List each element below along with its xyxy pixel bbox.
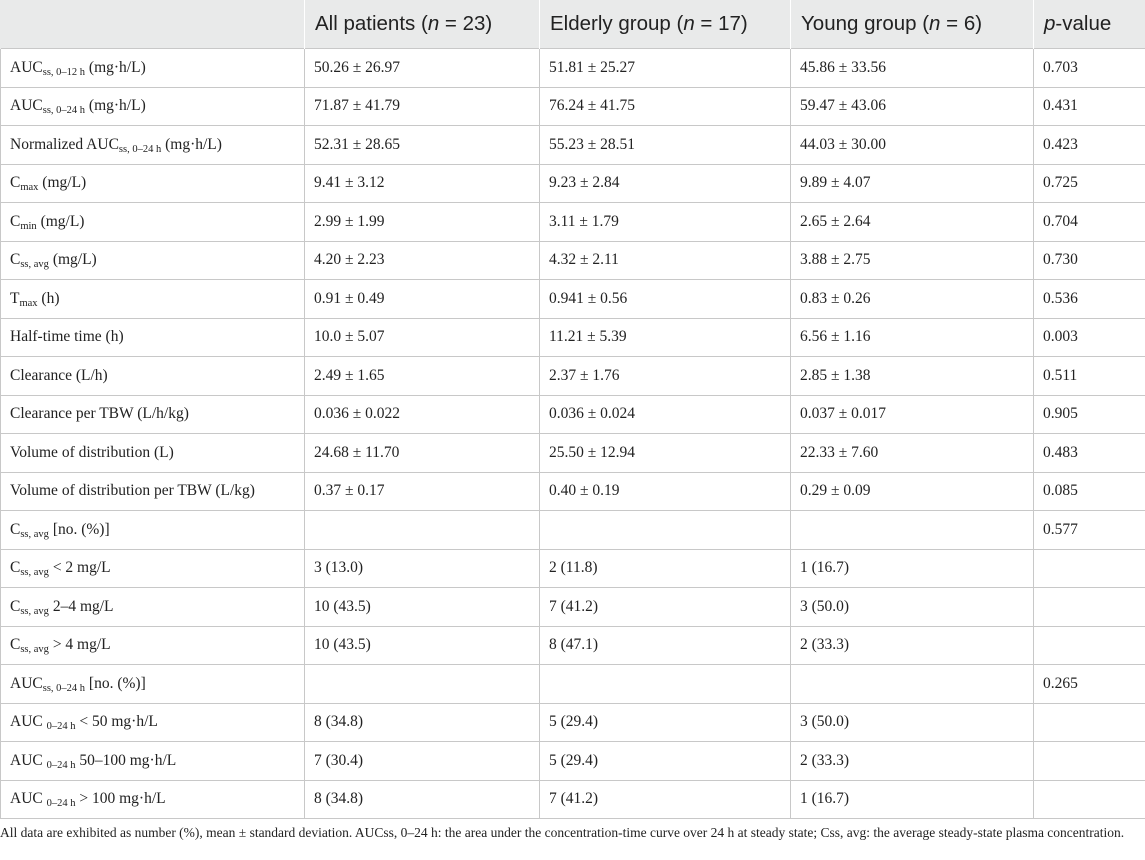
header-parameter <box>1 0 305 49</box>
young-group-cell: 2.65 ± 2.64 <box>791 203 1034 242</box>
table-row <box>1 126 1145 165</box>
table-row <box>1 665 1145 704</box>
table-row <box>1 742 1145 781</box>
parameter-cell: AUC $_{0-24 h}$ < 50 mg·h/L <box>1 703 305 742</box>
p-value-cell: 0.577 <box>1034 511 1145 550</box>
all-patients-cell: 10.0 ± 5.07 <box>305 318 540 357</box>
parameter-cell: $T_{max}$ (h) <box>1 280 305 319</box>
young-group-cell: 2 (33.3) <box>791 742 1034 781</box>
table-row <box>1 280 1145 319</box>
elderly-group-cell: 0.036 ± 0.024 <box>540 395 791 434</box>
parameter-cell: Clearance per TBW (L/h/kg) <box>1 395 305 434</box>
all-patients-cell: 7 (30.4) <box>305 742 540 781</box>
elderly-group-cell: 25.50 ± 12.94 <box>540 434 791 473</box>
young-group-cell: 0.037 ± 0.017 <box>791 395 1034 434</box>
parameter-cell: $C_{max}$ (mg/L) <box>1 164 305 203</box>
table-row <box>1 511 1145 550</box>
young-group-cell: 3 (50.0) <box>791 588 1034 627</box>
table-row <box>1 626 1145 665</box>
table-row <box>1 395 1145 434</box>
table-row <box>1 203 1145 242</box>
young-group-cell <box>791 511 1034 550</box>
all-patients-cell <box>305 511 540 550</box>
p-value-cell: 0.265 <box>1034 665 1145 704</box>
elderly-group-cell: 55.23 ± 28.51 <box>540 126 791 165</box>
young-group-cell: 1 (16.7) <box>791 549 1034 588</box>
young-group-cell: 0.29 ± 0.09 <box>791 472 1034 511</box>
elderly-group-cell <box>540 665 791 704</box>
all-patients-cell: 0.37 ± 0.17 <box>305 472 540 511</box>
table-row <box>1 780 1145 819</box>
table-footnote: All data are exhibited as number (%), mean ± standard deviation. AUCss, 0–24 h: the area under the concentration-time curve over 24 h at steady state; Css, avg: the average steady-state plasma concentration. <box>0 825 1125 840</box>
all-patients-cell: 50.26 ± 26.97 <box>305 49 540 88</box>
all-patients-cell: 52.31 ± 28.65 <box>305 126 540 165</box>
young-group-cell: 9.89 ± 4.07 <box>791 164 1034 203</box>
all-patients-cell <box>305 665 540 704</box>
table-row <box>1 434 1145 473</box>
parameter-cell: $AUC_{ss, 0-12 h}$ (mg·h/L) <box>1 49 305 88</box>
p-value-cell: 0.905 <box>1034 395 1145 434</box>
young-group-cell: 6.56 ± 1.16 <box>791 318 1034 357</box>
parameter-cell: AUC $_{0-24 h}$ 50–100 mg·h/L <box>1 742 305 781</box>
p-value-cell: 0.483 <box>1034 434 1145 473</box>
young-group-cell: 59.47 ± 43.06 <box>791 87 1034 126</box>
parameter-cell: $AUC_{ss, 0-24 h}$ [no. (%)] <box>1 665 305 704</box>
table-body <box>1 49 1145 819</box>
elderly-group-cell: 0.40 ± 0.19 <box>540 472 791 511</box>
elderly-group-cell: 9.23 ± 2.84 <box>540 164 791 203</box>
parameter-cell: $AUC_{ss, 0-24 h}$ (mg·h/L) <box>1 87 305 126</box>
p-value-cell: 0.704 <box>1034 203 1145 242</box>
young-group-cell: 45.86 ± 33.56 <box>791 49 1034 88</box>
young-group-cell: 2 (33.3) <box>791 626 1034 665</box>
parameter-cell: Volume of distribution per TBW (L/kg) <box>1 472 305 511</box>
parameter-cell: $C_{ss, avg}$ (mg/L) <box>1 241 305 280</box>
table-row <box>1 703 1145 742</box>
elderly-group-cell: 7 (41.2) <box>540 780 791 819</box>
table-row <box>1 549 1145 588</box>
table-row <box>1 318 1145 357</box>
parameter-cell: $C_{ss, avg} < 2$ mg/L <box>1 549 305 588</box>
p-value-cell <box>1034 588 1145 627</box>
elderly-group-cell: 11.21 ± 5.39 <box>540 318 791 357</box>
parameter-cell: $C_{min}$ (mg/L) <box>1 203 305 242</box>
table-row <box>1 588 1145 627</box>
parameter-cell: Half-time time (h) <box>1 318 305 357</box>
parameter-cell: Normalized $AUC_{ss, 0-24 h}$ (mg·h/L) <box>1 126 305 165</box>
all-patients-cell: 2.99 ± 1.99 <box>305 203 540 242</box>
p-value-cell <box>1034 742 1145 781</box>
all-patients-cell: 3 (13.0) <box>305 549 540 588</box>
p-value-cell <box>1034 703 1145 742</box>
table-row <box>1 164 1145 203</box>
parameter-cell: AUC $_{0-24 h}$ > 100 mg·h/L <box>1 780 305 819</box>
elderly-group-cell: 5 (29.4) <box>540 742 791 781</box>
elderly-group-cell: 76.24 ± 41.75 <box>540 87 791 126</box>
parameter-cell: Volume of distribution (L) <box>1 434 305 473</box>
young-group-cell: 1 (16.7) <box>791 780 1034 819</box>
elderly-group-cell: 8 (47.1) <box>540 626 791 665</box>
p-value-cell <box>1034 549 1145 588</box>
young-group-cell: 3.88 ± 2.75 <box>791 241 1034 280</box>
elderly-group-cell: 2.37 ± 1.76 <box>540 357 791 396</box>
parameter-cell: $C_{ss, avg}$ [no. (%)] <box>1 511 305 550</box>
elderly-group-cell: 2 (11.8) <box>540 549 791 588</box>
parameter-cell: Clearance (L/h) <box>1 357 305 396</box>
p-value-cell: 0.085 <box>1034 472 1145 511</box>
young-group-cell: 44.03 ± 30.00 <box>791 126 1034 165</box>
all-patients-cell: 8 (34.8) <box>305 703 540 742</box>
elderly-group-cell: 5 (29.4) <box>540 703 791 742</box>
young-group-cell: 2.85 ± 1.38 <box>791 357 1034 396</box>
all-patients-cell: 10 (43.5) <box>305 588 540 627</box>
all-patients-cell: 2.49 ± 1.65 <box>305 357 540 396</box>
header-all-patients: All patients (n = 23) <box>305 0 540 49</box>
all-patients-cell: 24.68 ± 11.70 <box>305 434 540 473</box>
all-patients-cell: 8 (34.8) <box>305 780 540 819</box>
table-header <box>1 0 1145 49</box>
young-group-cell <box>791 665 1034 704</box>
elderly-group-cell <box>540 511 791 550</box>
young-group-cell: 0.83 ± 0.26 <box>791 280 1034 319</box>
p-value-cell: 0.003 <box>1034 318 1145 357</box>
elderly-group-cell: 51.81 ± 25.27 <box>540 49 791 88</box>
all-patients-cell: 10 (43.5) <box>305 626 540 665</box>
p-value-cell: 0.423 <box>1034 126 1145 165</box>
p-value-cell: 0.703 <box>1034 49 1145 88</box>
elderly-group-cell: 4.32 ± 2.11 <box>540 241 791 280</box>
all-patients-cell: 71.87 ± 41.79 <box>305 87 540 126</box>
all-patients-cell: 0.91 ± 0.49 <box>305 280 540 319</box>
p-value-cell <box>1034 626 1145 665</box>
all-patients-cell: 0.036 ± 0.022 <box>305 395 540 434</box>
p-value-cell: 0.730 <box>1034 241 1145 280</box>
table-row <box>1 472 1145 511</box>
header-young-group: Young group (n = 6) <box>791 0 1034 49</box>
header-elderly-group: Elderly group (n = 17) <box>540 0 791 49</box>
parameter-cell: $C_{ss, avg}$ 2–4 mg/L <box>1 588 305 627</box>
table-row <box>1 241 1145 280</box>
p-value-cell: 0.536 <box>1034 280 1145 319</box>
p-value-cell: 0.725 <box>1034 164 1145 203</box>
elderly-group-cell: 7 (41.2) <box>540 588 791 627</box>
table-row <box>1 87 1145 126</box>
p-value-cell: 0.431 <box>1034 87 1145 126</box>
elderly-group-cell: 3.11 ± 1.79 <box>540 203 791 242</box>
all-patients-cell: 4.20 ± 2.23 <box>305 241 540 280</box>
header-p-value: p-value <box>1034 0 1145 49</box>
table-row <box>1 49 1145 88</box>
young-group-cell: 3 (50.0) <box>791 703 1034 742</box>
p-value-cell <box>1034 780 1145 819</box>
all-patients-cell: 9.41 ± 3.12 <box>305 164 540 203</box>
header-row <box>1 0 1145 49</box>
elderly-group-cell: 0.941 ± 0.56 <box>540 280 791 319</box>
p-value-cell: 0.511 <box>1034 357 1145 396</box>
parameter-cell: $C_{ss, avg} > 4$ mg/L <box>1 626 305 665</box>
table-row <box>1 357 1145 396</box>
young-group-cell: 22.33 ± 7.60 <box>791 434 1034 473</box>
